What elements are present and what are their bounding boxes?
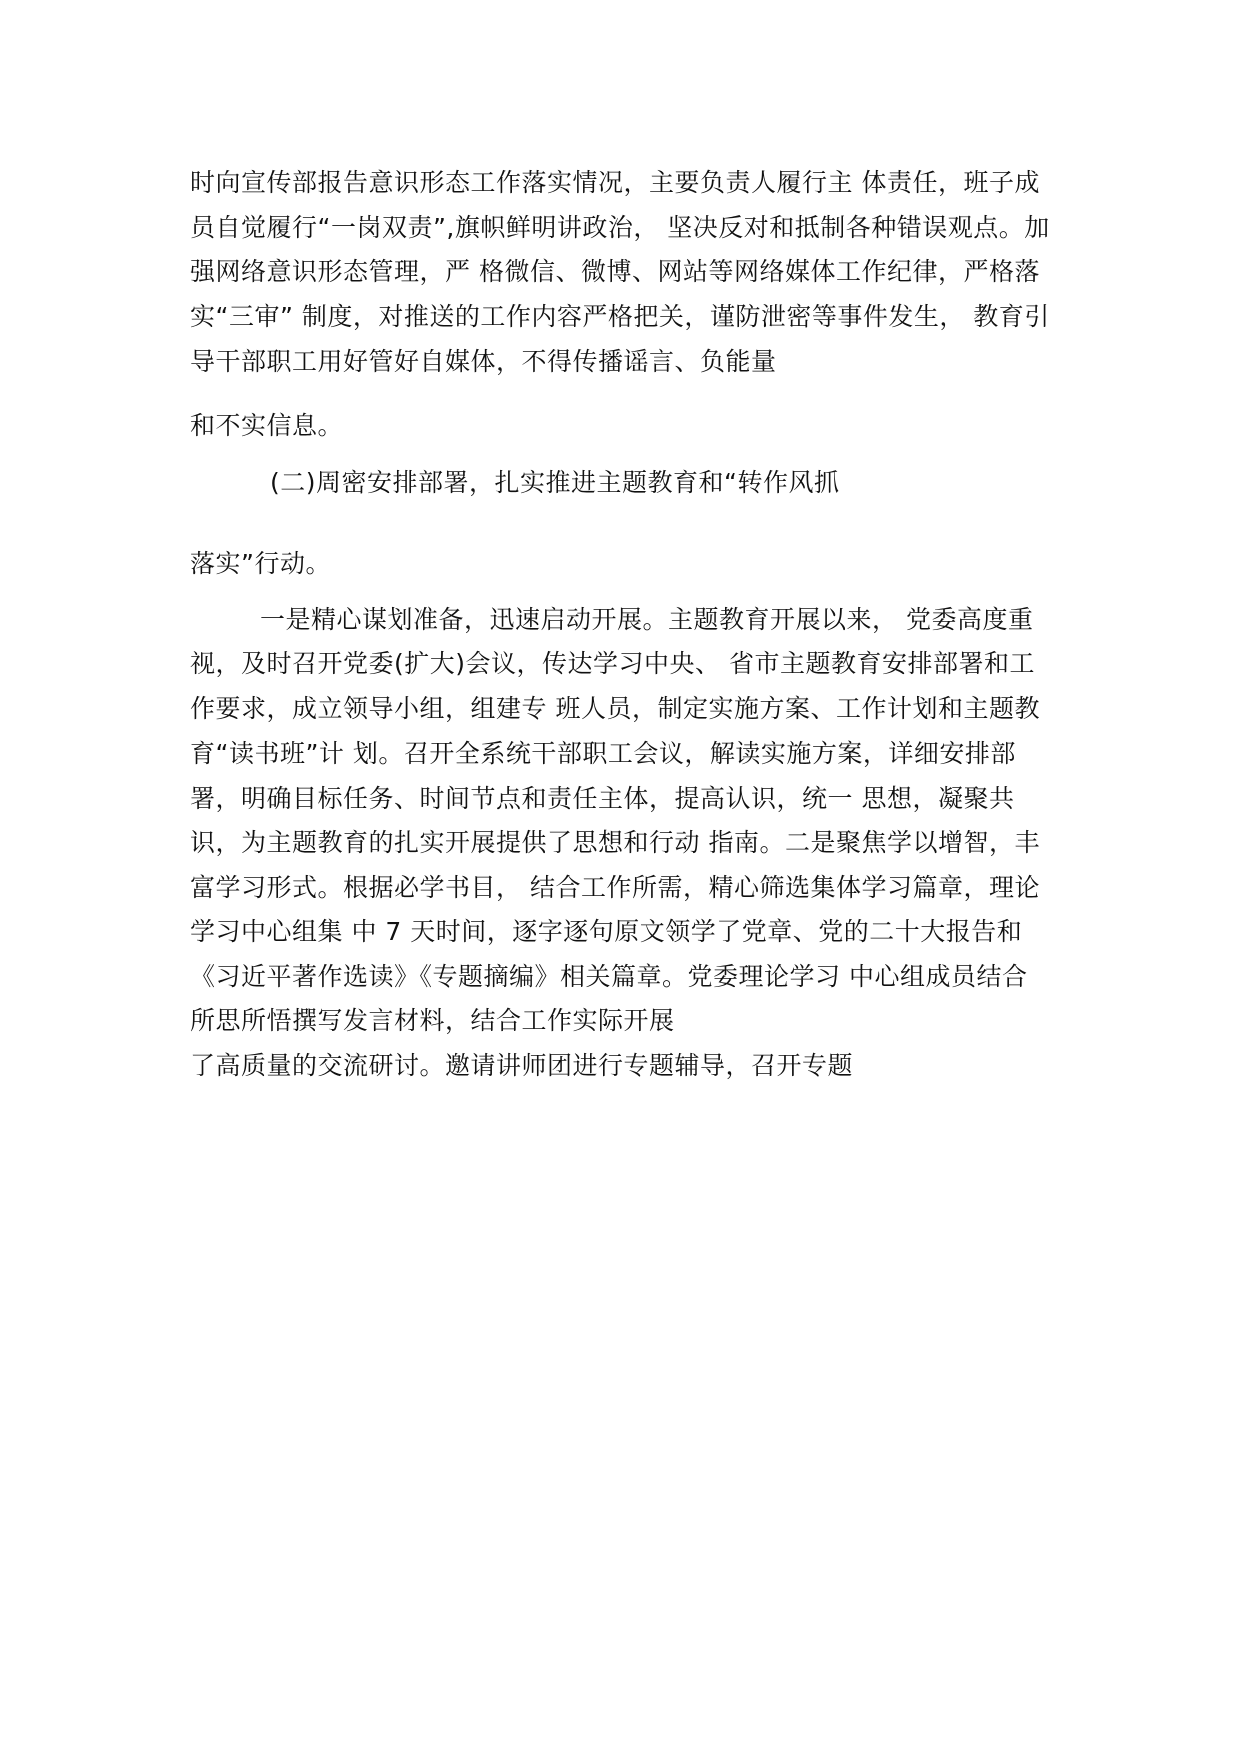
body-text-line: 员自觉履行“一岗双责”,旗帜鲜明讲政治， 坚决反对和抵制各种错误观点。加 [190,213,1050,242]
section-heading: (二)周密安排部署，扎实推进主题教育和“转作风抓 [270,468,840,497]
body-text-line: 富学习形式。根据必学书目， 结合工作所需，精心筛选集体学习篇章，理论 [190,873,1040,902]
body-text-line: 识，为主题教育的扎实开展提供了思想和行动 指南。二是聚焦学以增智，丰 [190,828,1040,857]
body-text-line: 导干部职工用好管好自媒体，不得传播谣言、负能量 [190,347,777,376]
body-text-line: 和不实信息。 [190,411,344,440]
body-text-line: 了高质量的交流研讨。邀请讲师团进行专题辅导，召开专题 [190,1051,854,1080]
body-text-line: 实“三审” 制度，对推送的工作内容严格把关，谨防泄密等事件发生， 教育引 [190,302,1050,331]
body-text-line: 一是精心谋划准备，迅速启动开展。主题教育开展以来， 党委高度重 [260,605,1034,634]
body-text-line: 《习近平著作选读》《专题摘编》相关篇章。党委理论学习 中心组成员结合 [190,962,1028,991]
body-text-line: 学习中心组集 中 7 天时间，逐字逐句原文领学了党章、党的二十大报告和 [190,917,1023,946]
body-text-line: 强网络意识形态管理，严 格微信、微博、网站等网络媒体工作纪律，严格落 [190,257,1040,286]
body-text-line: 作要求，成立领导小组，组建专 班人员，制定实施方案、工作计划和主题教 [190,694,1040,723]
body-text-line: 时向宣传部报告意识形态工作落实情况，主要负责人履行主 体责任，班子成 [190,168,1040,197]
body-text-line: 视，及时召开党委(扩大)会议，传达学习中央、 省市主题教育安排部署和工 [190,649,1035,678]
body-text-line: 署，明确目标任务、时间节点和责任主体，提高认识，统一 思想，凝聚共 [190,784,1015,813]
body-text-line: 育“读书班”计 划。召开全系统干部职工会议，解读实施方案，详细安排部 [190,739,1016,768]
body-text-line: 所思所悟撰写发言材料，结合工作实际开展 [190,1006,675,1035]
section-heading-continuation: 落实”行动。 [190,549,331,578]
